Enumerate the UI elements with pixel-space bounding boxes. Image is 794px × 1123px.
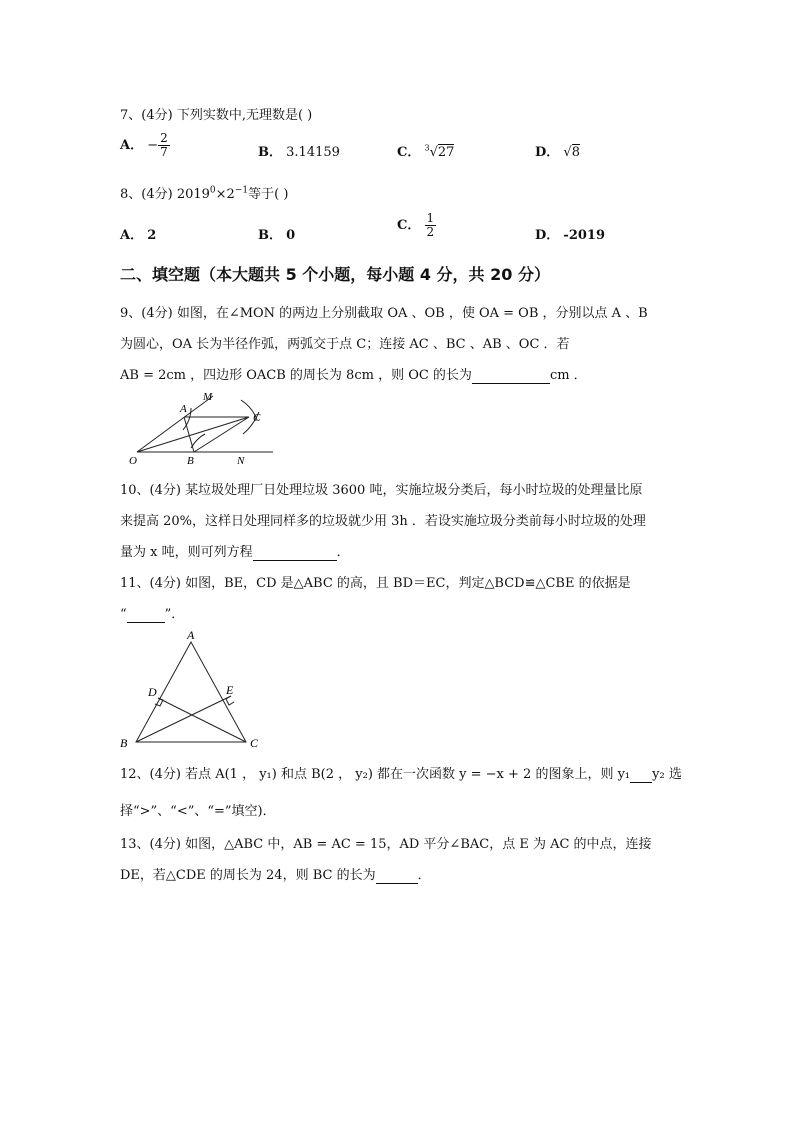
- q7-stem: 7、(4分) 下列实数中,无理数是( ): [120, 108, 313, 123]
- q13-line2: DE，若△CDE 的周长为 24，则 BC 的长为 ．: [120, 868, 431, 883]
- label-c: C: [250, 736, 259, 750]
- label-a: A: [180, 403, 187, 415]
- q10-line2: 来提高 20%，这样日处理同样多的垃圾就少用 3h ．若设实施垃圾分类前每小时垃圾的处理: [120, 514, 646, 529]
- label-c: C: [253, 412, 261, 424]
- label-n: N: [237, 455, 245, 467]
- answer-blank[interactable]: [376, 868, 418, 884]
- q7-option-c: C． $^3$√27: [397, 143, 455, 160]
- segment-be: [136, 696, 231, 742]
- label-m: M: [203, 391, 213, 403]
- answer-blank[interactable]: [127, 607, 165, 623]
- fraction: $\frac{2}{7}$: [160, 131, 168, 160]
- q7-option-b: B． 3.14159: [258, 145, 340, 160]
- ray-om: [137, 396, 213, 452]
- q13-line1: 13、(4分) 如图，△ABC 中，AB = AC = 15，AD 平分∠BAC，点 E 为 AC 的中点，连接: [120, 837, 652, 852]
- q11-figure: [118, 628, 268, 752]
- q9-figure: [125, 390, 285, 468]
- q11-line2: “ ”．: [120, 607, 185, 622]
- q9-line3: AB = 2cm ，四边形 OACB 的周长为 8cm ，则 OC 的长为 cm ．: [120, 368, 587, 383]
- label-e: E: [226, 683, 234, 697]
- q12-line2: 择“>”、“<”、“=”填空)．: [120, 804, 276, 819]
- q7-option-a: A． − $\frac{2}{7}$: [120, 131, 168, 160]
- label-o: O: [129, 455, 137, 467]
- radical-icon: √: [429, 145, 438, 160]
- q12-line1: 12、(4分) 若点 A(1 ， y₁) 和点 B(2 ， y₂) 都在一次函数 y = −x + 2 的图象上，则 y₁ y₂ 选: [120, 767, 682, 782]
- segment-cd: [158, 698, 246, 742]
- q8-stem: 8、(4分) $2019^0\times 2^{-1}$等于( ): [120, 185, 289, 202]
- q11-line1: 11、(4分) 如图，BE，CD 是△ABC 的高，且 BD＝EC，判定△BCD≌△CBE 的依据是: [120, 576, 631, 591]
- q8-option-a: A． 2: [120, 228, 157, 243]
- answer-blank[interactable]: [630, 767, 652, 783]
- segment-bc: [194, 417, 249, 452]
- answer-blank[interactable]: [253, 545, 337, 561]
- q8-option-b: B． 0: [258, 228, 296, 243]
- q9-line2: 为圆心，OA 长为半径作弧，两弧交于点 C；连接 AC 、BC 、AB 、OC ．若: [120, 337, 570, 352]
- section-title: 二、填空题（本大题共 5 个小题，每小题 4 分，共 20 分）: [120, 265, 550, 284]
- q10-line3: 量为 x 吨，则可列方程 ．: [120, 545, 350, 560]
- label-a: A: [187, 628, 195, 642]
- q9-line1: 9、(4分) 如图，在∠MON 的两边上分别截取 OA 、OB ，使 OA = OB ，分别以点 A 、B: [120, 306, 648, 321]
- answer-blank[interactable]: [472, 368, 550, 384]
- label-d: D: [148, 685, 157, 699]
- label-b: B: [187, 455, 194, 467]
- q8-option-c: C． $\frac{1}{2}$: [397, 211, 435, 240]
- q8-option-d: D． -2019: [535, 228, 605, 243]
- radical-icon: √: [563, 145, 572, 160]
- q10-line1: 10、(4分) 某垃圾处理厂日处理垃圾 3600 吨，实施垃圾分类后，每小时垃圾的处理量比原: [120, 483, 643, 498]
- label-b: B: [120, 736, 128, 750]
- fraction: $\frac{1}{2}$: [426, 211, 435, 240]
- q7-option-d: D． √8: [535, 145, 580, 160]
